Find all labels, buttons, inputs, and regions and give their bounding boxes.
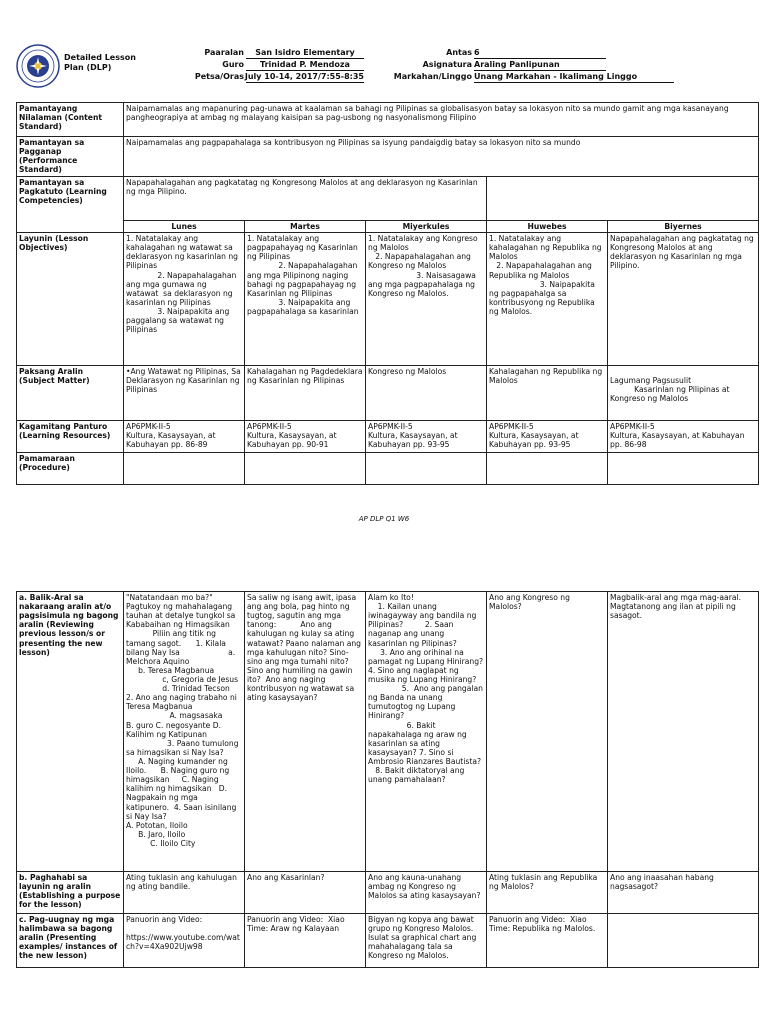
deped-seal-icon — [16, 44, 60, 88]
objectives-row — [17, 233, 759, 366]
review-lunes: "Natatandaan mo ba?" Pagtukoy ng mahahalagang tauhan at detalye tungkol sa Kababaihan ng Himagsikan Piliin ang titik ng tamang sagot. 1. Kilala bilang Nay Isa a. Melchora Aquino b. Teresa Magbanua c, Gregoria de Jesus d. Trinidad Tecson 2. Ano ang naging trabaho ni Teresa Magbanua A. magsasaka B. guro C. negosyante D. Kalihim ng Katipunan 3. Paano tumulong sa himagsikan si Nay Isa? A. Naging kumander ng Iloilo. B. Naging guro ng himagsikan C. Naging kalihim ng himagsikan D. Nagpakain ng mga katipunero. 4. Saan isinilang si Nay Isa? A. Pototan, Iloilo B. Jaro, Iloilo C. Iloilo City — [124, 592, 245, 872]
objectives-lunes: 1. Natatalakay ang kahalagahan ng watawat sa deklarasyon ng kasarinlan ng Pilipinas 2. Napapahalagahan ang mga gumawa ng watawat sa deklarasyon ng kasarinlan ng Pilipinas 3. Naipapakita ang paggalang sa watawat ng Pilipinas — [124, 233, 245, 366]
examples-martes: Panuorin ang Video: Xiao Time: Araw ng Kalayaan — [245, 914, 366, 968]
review-label: a. Balik-Aral sa nakaraang aralin at/o pagsisimula ng bagong aralin (Reviewing previous lesson/s or presenting the new lesson) — [17, 592, 124, 872]
day-header-lunes: Lunes — [124, 221, 245, 233]
subject-matter-row — [17, 366, 759, 421]
day-header-huwebes: Huwebes — [487, 221, 608, 233]
performance-standard-label: Pamantayan sa Pagganap (Performance Standard) — [17, 137, 124, 177]
content-standard-label: Pamantayang Nilalaman (Content Standard) — [17, 103, 124, 137]
subject-matter-lunes: •Ang Watawat ng Pilipinas, Sa Deklarasyon ng Kasarinlan ng Pilipinas — [124, 366, 245, 421]
petsa-label: Petsa/Oras — [194, 72, 244, 81]
objectives-label: Layunin (Lesson Objectives) — [17, 233, 124, 366]
paaralan-value: San Isidro Elementary — [246, 48, 364, 59]
review-row — [17, 592, 759, 872]
examples-biyernes — [608, 914, 759, 968]
subject-matter-huwebes: Kahalagahan ng Republika ng Malolos — [487, 366, 608, 421]
subject-matter-biyernes: Lagumang Pagsusulit Kasarinlan ng Pilipinas at Kongreso ng Malolos — [608, 366, 759, 421]
paaralan-label: Paaralan — [204, 48, 244, 57]
objectives-biyernes: Napapahalagahan ang pagkatatag ng Kongresong Malolos at ang deklarasyon ng Kasarinlan ng mga Pilipino. — [608, 233, 759, 366]
dlp-title: Detailed Lesson Plan (DLP) — [64, 53, 136, 72]
examples-huwebes: Panuorin ang Video: Xiao Time: Republika ng Malolos. — [487, 914, 608, 968]
review-miyerkules: Alam ko Ito! 1. Kailan unang iwinagayway ang bandila ng Pilipinas? 2. Saan naganap ang unang kasarinlan ng Pilipinas? 3. Ano ang orihinal na pamagat ng Lupang Hinirang? 4. Sino ang naglapat ng musika ng Lupang Hinirang? 5. Ano ang pangalan ng Banda na unang tumutogtog ng Lupang Hinirang? 6. Bakit napakahalaga ng araw ng kasarinlan sa ating kasaysayan? 7. Sino si Ambrosio Rianzares Bautista? 8. Bakit diktatoryal ang unang pamahalaan? — [366, 592, 487, 872]
resources-label: Kagamitang Panturo (Learning Resources) — [17, 421, 124, 453]
purpose-martes: Ano ang Kasarinlan? — [245, 872, 366, 914]
markahan-value: Unang Markahan - Ikalimang Linggo — [474, 72, 674, 83]
objectives-miyerkules: 1. Natatalakay ang Kongreso ng Malolos 2. Napapahalagahan ang Kongreso ng Malolos 3. Naisasagawa ang mga pagpapahalaga ng Kongreso ng Malolos. — [366, 233, 487, 366]
procedure-label: Pamamaraan (Procedure) — [17, 453, 124, 485]
days-row — [17, 221, 759, 233]
review-martes: Sa saliw ng isang awit, ipasa ang ang bola, pag hinto ng tugtog, sagutin ang mga tanong: Ano ang kahulugan ng kulay sa ating watawat? Paano nalaman ang mga kahulugan nito? Sino-sino ang mga tumahi nito? Sino ang humiling na gawin ito? Ano ang naging kontribusyon ng watawat sa ating kasaysayan? — [245, 592, 366, 872]
content-standard-row — [17, 103, 759, 137]
objectives-huwebes: 1. Natatalakay ang kahalagahan ng Republika ng Malolos 2. Napapahalagahan ang Republika ng Malolos 3. Naipapakita ng pagpapahalga sa kontribusyong ng Republika ng Malolos. — [487, 233, 608, 366]
objectives-martes: 1. Natatalakay ang pagpapahayag ng Kasarinlan ng Pilipinas 2. Napapahalagahan ang mga Pilipinong naging bahagi ng pagpapahayag ng Kasarinlan ng Pilipinas 3. Naipapakita ang pagpapahalaga sa kasarinlan — [245, 233, 366, 366]
procedure-row — [17, 453, 759, 485]
performance-standard-row — [17, 137, 759, 177]
purpose-biyernes: Ano ang inaasahan habang nagsasagot? — [608, 872, 759, 914]
page-footer-label: AP DLP Q1 W6 — [358, 515, 410, 523]
day-header-miyerkules: Miyerkules — [366, 221, 487, 233]
content-standard-text: Naipamamalas ang mapanuring pag-unawa at kaalaman sa bahagi ng Pilipinas sa globalisasyon batay sa lokasyon nito sa mundo gamit ang mga kasanayang pangheograpiya at ambag ng malayang kaisipan sa pag-usbong ng nasyonalismong Filipino — [124, 103, 759, 137]
asignatura-value: Araling Panlipunan — [474, 60, 606, 71]
purpose-row — [17, 872, 759, 914]
purpose-miyerkules: Ano ang kauna-unahang ambag ng Kongreso ng Malolos sa ating kasaysayan? — [366, 872, 487, 914]
markahan-label: Markahan/Linggo — [393, 72, 472, 81]
guro-label: Guro — [222, 60, 244, 69]
competencies-text: Napapahalagahan ang pagkatatag ng Kongresong Malolos at ang deklarasyon ng Kasarinlan ng mga Pilipino. — [124, 177, 487, 221]
asignatura-label: Asignatura — [422, 60, 472, 69]
competencies-row — [17, 177, 759, 221]
review-huwebes: Ano ang Kongreso ng Malolos? — [487, 592, 608, 872]
resources-lunes: AP6PMK-II-5 Kultura, Kasaysayan, at Kabuhayan pp. 86-89 — [124, 421, 245, 453]
subject-matter-martes: Kahalagahan ng Pagdedeklara ng Kasarinlan ng Pilipinas — [245, 366, 366, 421]
petsa-value: July 10-14, 2017/7:55-8:35 — [244, 72, 364, 81]
dlp-top-table — [16, 102, 759, 485]
performance-standard-text: Naipamamalas ang pagpapahalaga sa kontribusyon ng Pilipinas sa isyung pandaigdig batay sa lokasyon nito sa mundo — [124, 137, 759, 177]
antas-label: Antas — [446, 48, 472, 57]
examples-label: c. Pag-uugnay ng mga halimbawa sa bagong aralin (Presenting examples/ instances of the new lesson) — [17, 914, 124, 968]
subject-matter-label: Paksang Aralin (Subject Matter) — [17, 366, 124, 421]
examples-row — [17, 914, 759, 968]
subject-matter-miyerkules: Kongreso ng Malolos — [366, 366, 487, 421]
competencies-label: Pamantayan sa Pagkatuto (Learning Competencies) — [17, 177, 124, 233]
review-biyernes: Magbalik-aral ang mga mag-aaral. Magtatanong ang ilan at pipili ng sasagot. — [608, 592, 759, 872]
day-header-biyernes: Biyernes — [608, 221, 759, 233]
purpose-huwebes: Ating tuklasin ang Republika ng Malolos? — [487, 872, 608, 914]
purpose-lunes: Ating tuklasin ang kahulugan ng ating bandile. — [124, 872, 245, 914]
guro-value: Trinidad P. Mendoza — [246, 60, 364, 71]
examples-lunes: Panuorin ang Video: https://www.youtube.com/watch?v=4Xa902Ujw98 — [124, 914, 245, 968]
day-header-martes: Martes — [245, 221, 366, 233]
resources-martes: AP6PMK-II-5 Kultura, Kasaysayan, at Kabuhayan pp. 90-91 — [245, 421, 366, 453]
resources-row — [17, 421, 759, 453]
dlp-procedure-table — [16, 591, 759, 968]
examples-miyerkules: Bigyan ng kopya ang bawat grupo ng Kongreso Malolos. Isulat sa graphical chart ang mahahalagang tala sa Kongreso ng Malolos. — [366, 914, 487, 968]
antas-value: 6 — [474, 48, 606, 59]
resources-biyernes: AP6PMK-II-5 Kultura, Kasaysayan, at Kabuhayan pp. 86-98 — [608, 421, 759, 453]
purpose-label: b. Paghahabi sa layunin ng aralin (Establishing a purpose for the lesson) — [17, 872, 124, 914]
resources-miyerkules: AP6PMK-II-5 Kultura, Kasaysayan, at Kabuhayan pp. 93-95 — [366, 421, 487, 453]
resources-huwebes: AP6PMK-II-5 Kultura, Kasaysayan, at Kabuhayan pp. 93-95 — [487, 421, 608, 453]
